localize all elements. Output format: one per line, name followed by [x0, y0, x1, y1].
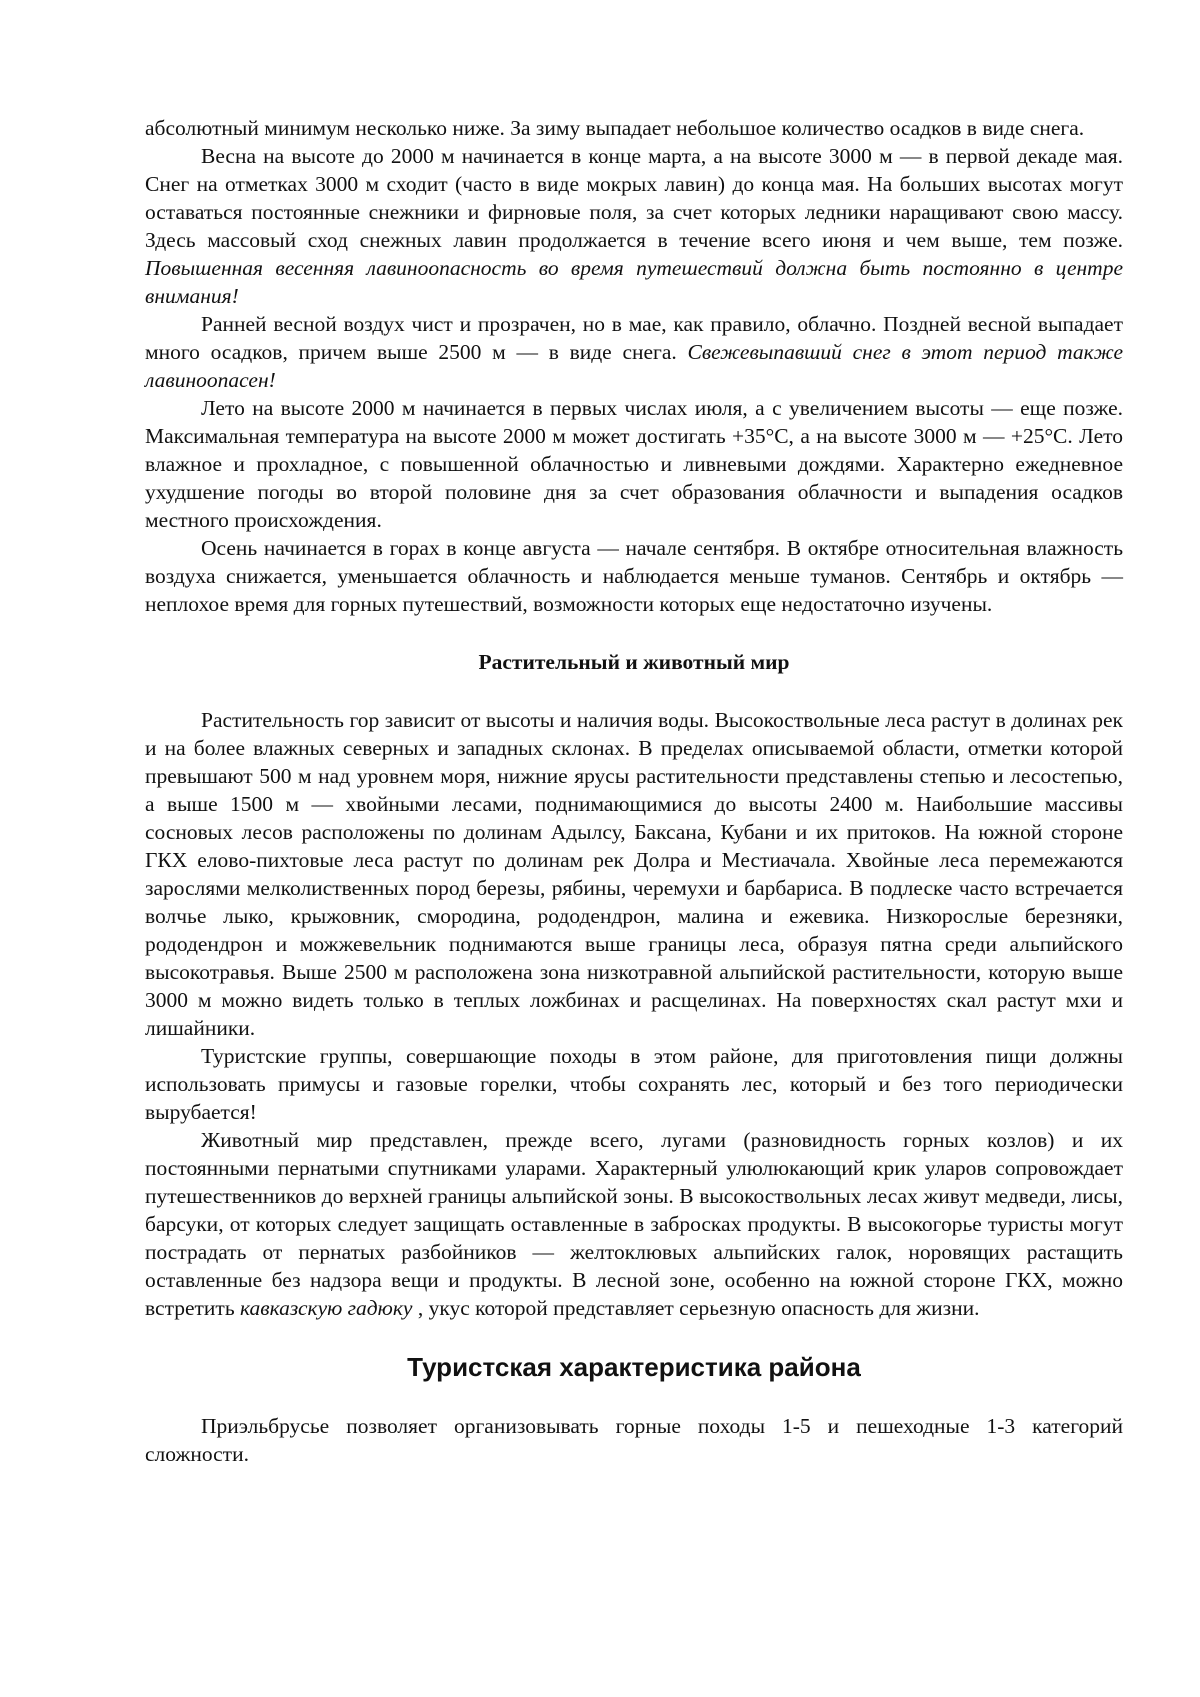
paragraph-autumn: Осень начинается в горах в конце августа — начале сентября. В октябре относительная влажность воздуха снижается, уменьшается облачность и наблюдается меньше туманов. Сентябрь и октябрь — неплохое время для горных путешествий, возможности которых еще недостаточно изучены.: [145, 536, 1123, 616]
heading-tourism: Туристская характеристика района: [407, 1352, 861, 1382]
paragraph-winter-end: абсолютный минимум несколько ниже. За зиму выпадает небольшое количество осадков в виде снега.: [145, 116, 1085, 140]
paragraph-tourist-groups: Туристские группы, совершающие походы в этом районе, для приготовления пищи должны использовать примусы и газовые горелки, чтобы сохранять лес, который и без того периодически вырубается!: [145, 1044, 1123, 1124]
fresh-snow-warning: Свежевыпавший снег в этот период также лавиноопасен!: [145, 340, 1123, 392]
paragraph-early-spring: Ранней весной воздух чист и прозрачен, но в мае, как правило, облачно. Поздней весной выпадает много осадков, причем выше 2500 м — в виде снега. Свежевыпавший снег в этот период также лавиноопасен!: [145, 312, 1123, 392]
spring-avalanche-warning: Повышенная весенняя лавиноопасность во время путешествий должна быть постоянно в центре внимания!: [145, 256, 1123, 308]
document-page: [145, 114, 1123, 1468]
paragraph-spring: Весна на высоте до 2000 м начинается в конце марта, а на высоте 3000 м — в первой декаде мая. Снег на отметках 3000 м сходит (часто в виде мокрых лавин) до конца мая. На больших высотах могут оставаться постоянные снежники и фирновые поля, за счет которых ледники наращивают свою массу. Здесь массовый сход снежных лавин продолжается в течение всего июня и чем выше, тем позже. Повышенная весенняя лавиноопасность во время путешествий должна быть постоянно в центре внимания!: [145, 144, 1123, 308]
viper-name: кавказскую гадюку: [240, 1296, 413, 1320]
paragraph-tourism: Приэльбрусье позволяет организовывать горные походы 1-5 и пешеходные 1-3 категорий сложности.: [145, 1414, 1123, 1466]
paragraph-fauna: Животный мир представлен, прежде всего, лугами (разновидность горных козлов) и их постоянными пернатыми спутниками уларами. Характерный улюлюкающий крик уларов сопровождает путешественников до верхней границы альпийской зоны. В высокоствольных лесах живут медведи, лисы, барсуки, от которых следует защищать оставленные в забросках продукты. В высокогорье туристы могут пострадать от пернатых разбойников — желтоклювых альпийских галок, норовящих растащить оставленные без надзора вещи и продукты. В лесной зоне, особенно на южной стороне ГКХ, можно встретить кавказскую гадюку , укус которой представляет серьезную опасность для жизни.: [145, 1128, 1123, 1320]
paragraph-vegetation: Растительность гор зависит от высоты и наличия воды. Высокоствольные леса растут в долинах рек и на более влажных северных и западных склонах. В пределах описываемой области, отметки которой превышают 500 м над уровнем моря, нижние ярусы растительности представлены степью и лесостепью, а выше 1500 м — хвойными лесами, поднимающимися до высоты 2400 м. Наибольшие массивы сосновых лесов расположены по долинам Адылсу, Баксана, Кубани и их притоков. На южной стороне ГКХ елово-пихтовые леса растут по долинам рек Долра и Местиачала. Хвойные леса перемежаются зарослями мелколиственных пород березы, рябины, черемухи и барбариса. В подлеске часто встречается волчье лыко, крыжовник, смородина, рододендрон, малина и ежевика. Низкорослые березняки, рододендрон и можжевельник поднимаются выше границы леса, образуя пятна среди альпийского высокотравья. Выше 2500 м расположена зона низкотравной альпийской растительности, которую выше 3000 м можно видеть только в теплых ложбинах и расщелинах. На поверхностях скал растут мхи и лишайники.: [145, 708, 1123, 1040]
heading-flora-fauna: Растительный и животный мир: [478, 650, 790, 674]
paragraph-summer: Лето на высоте 2000 м начинается в первых числах июля, а с увеличением высоты — еще позже. Максимальная температура на высоте 2000 м может достигать +35°С, а на высоте 3000 м — +25°С. Лето влажное и прохладное, с повышенной облачностью и ливневыми дождями. Характерно ежедневное ухудшение погоды во второй половине дня за счет образования облачности и выпадения осадков местного происхождения.: [145, 396, 1123, 532]
